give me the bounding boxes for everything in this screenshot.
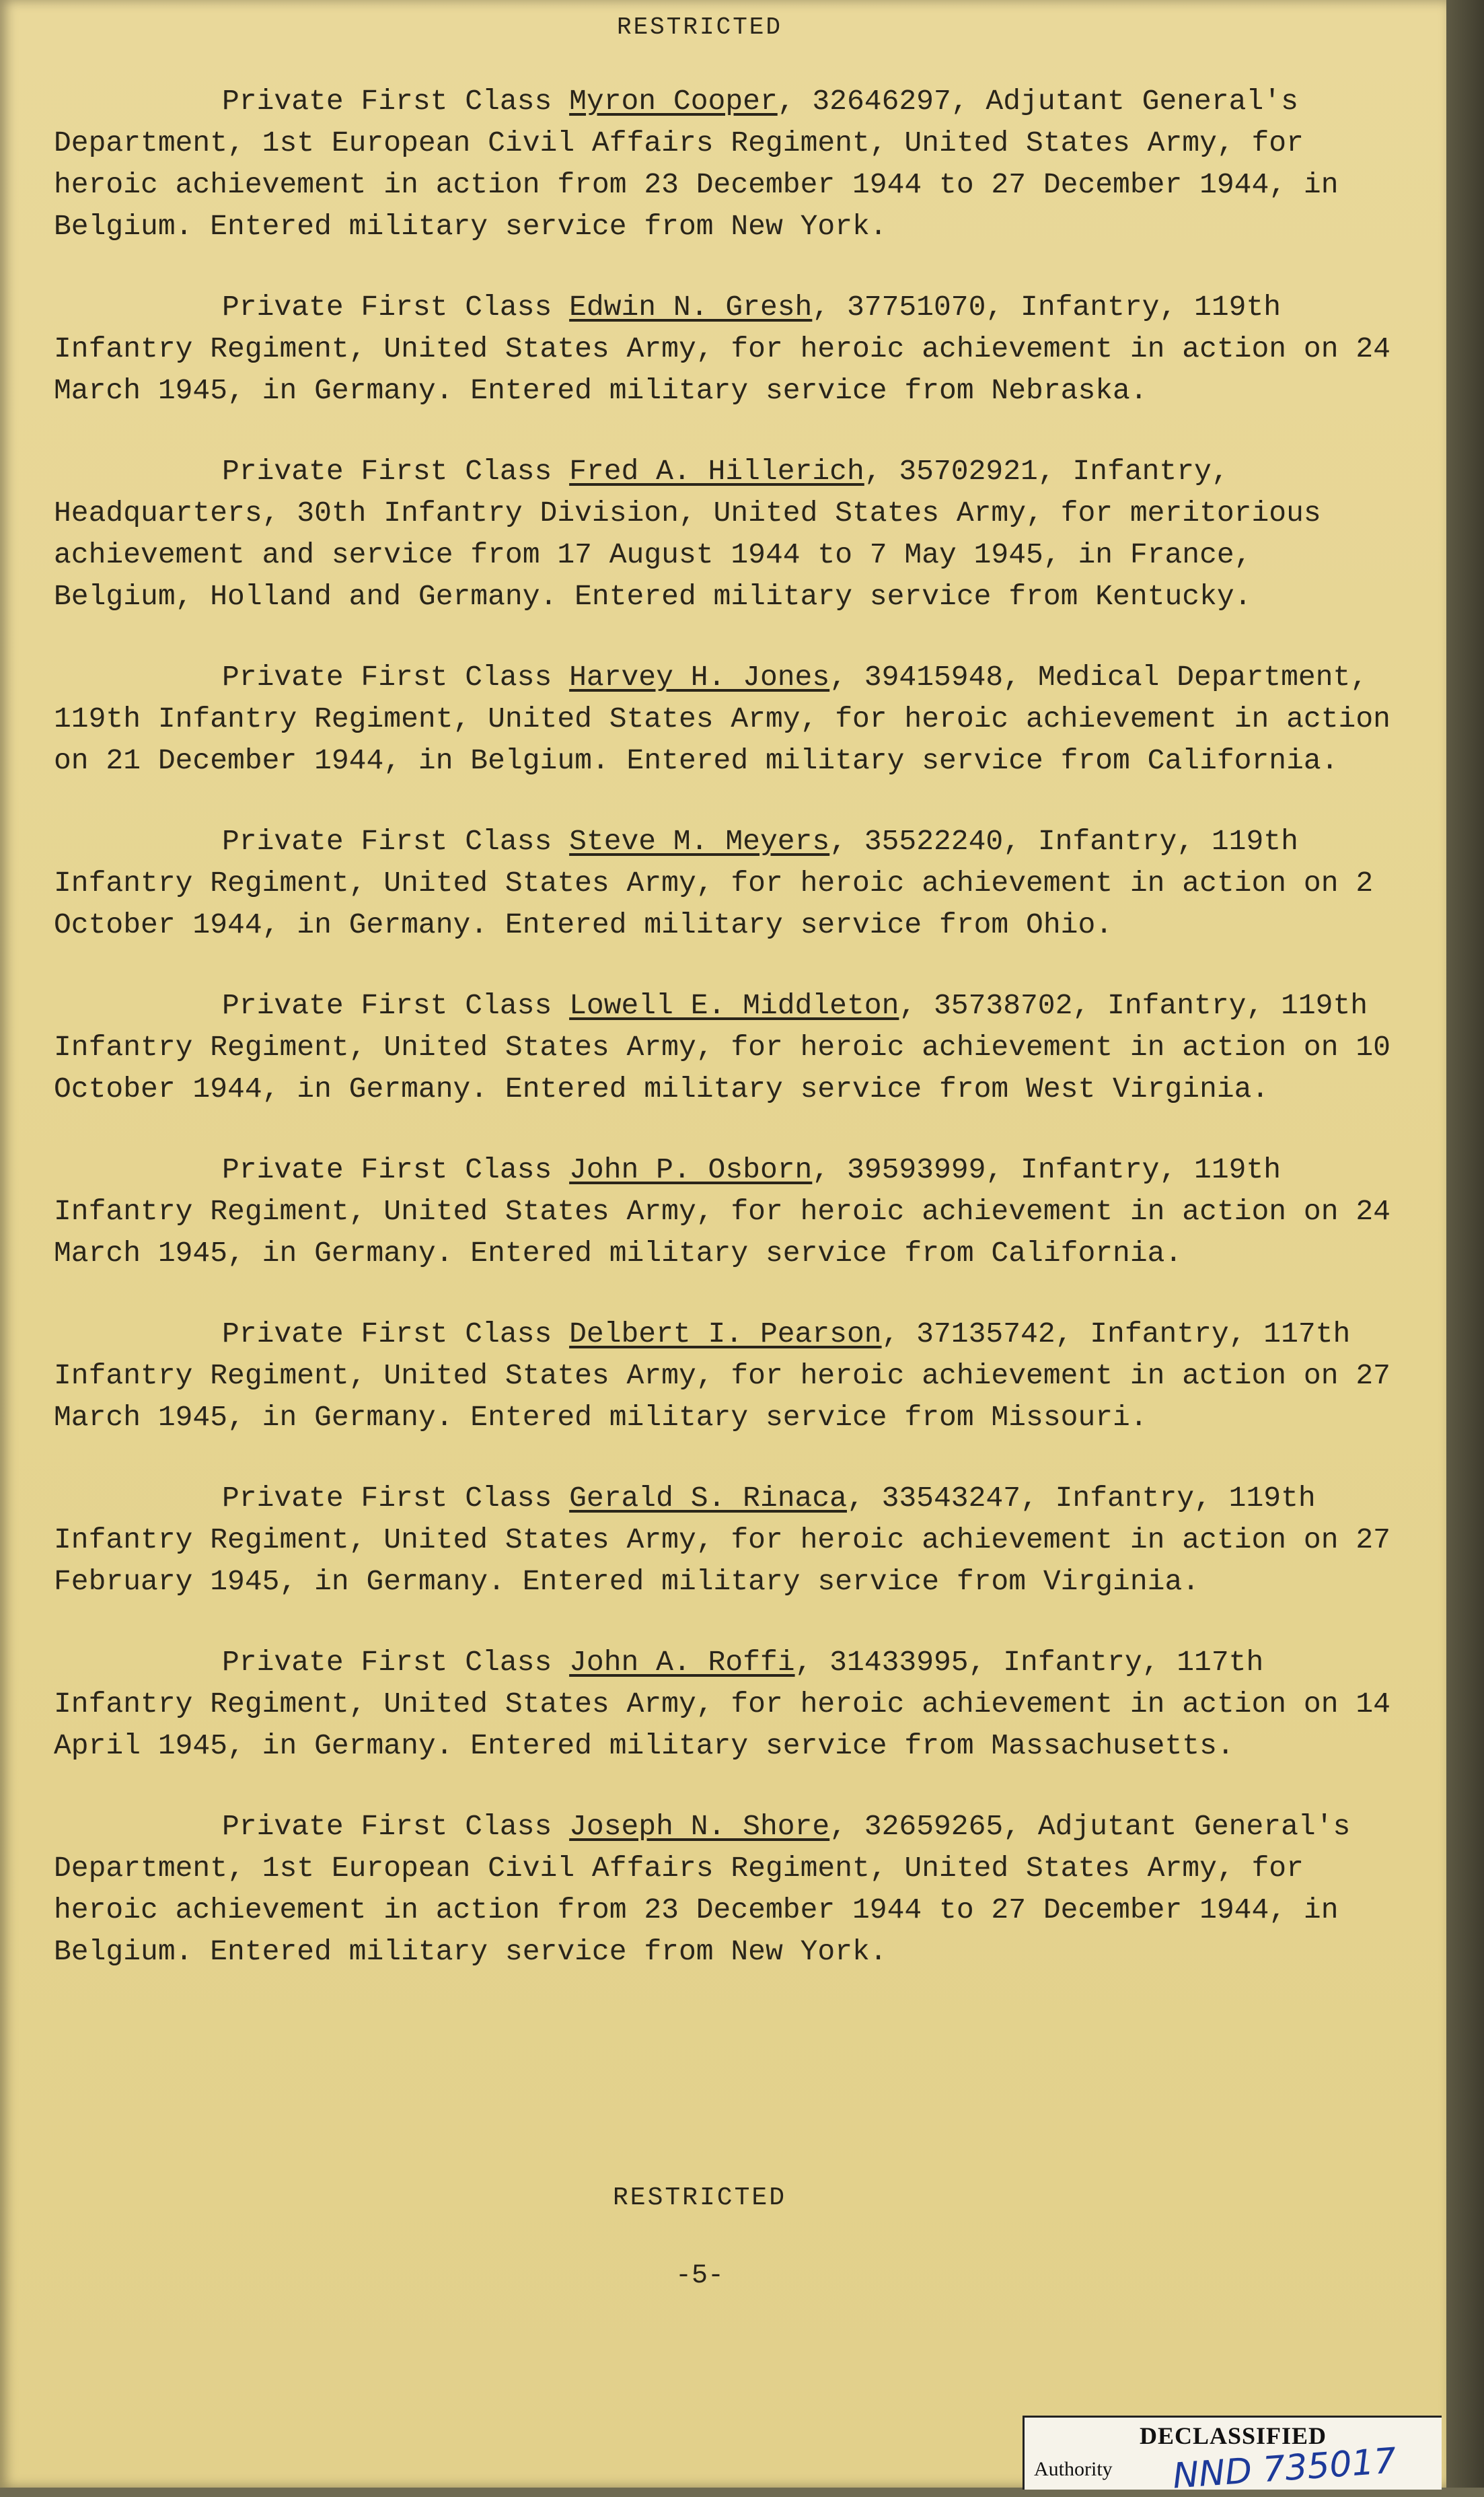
entry-text: , 35738702, Infantry, 119th Infantry Regiment, United States Army, for heroic achievement in action on 10 October 1944, in Germany. Entered military service from West Virginia. — [54, 989, 1390, 1106]
entry-rank: Private First Class — [222, 989, 552, 1022]
citation-entry — [54, 1806, 1399, 1973]
entry-name: Harvey H. Jones — [569, 661, 830, 694]
citation-entry — [54, 451, 1399, 618]
citation-entry — [54, 985, 1399, 1110]
entry-name: Joseph N. Shore — [569, 1810, 830, 1843]
entry-name: Gerald S. Rinaca — [569, 1482, 847, 1515]
citation-entry — [54, 821, 1399, 946]
footer-classification: RESTRICTED — [612, 2183, 787, 2212]
entry-text: , 32659265, Adjutant General's Department, 1st European Civil Affairs Regiment, United States Army, for heroic achievement in action from 23 December 1944 to 27 December 1944, in Belgium. Entered military service from New York. — [54, 1810, 1351, 1968]
declassified-stamp — [1023, 2416, 1442, 2497]
entry-text: , 39593999, Infantry, 119th Infantry Regiment, United States Army, for heroic achievement in action on 24 March 1945, in Germany. Entered military service from California. — [54, 1153, 1390, 1270]
citation-entry — [54, 657, 1399, 782]
entry-name: Edwin N. Gresh — [569, 291, 813, 324]
background-edge — [1446, 0, 1484, 2488]
entry-name: Fred A. Hillerich — [569, 455, 864, 488]
stamp-title: DECLASSIFIED — [1139, 2422, 1327, 2449]
page-number: -5- — [675, 2261, 724, 2291]
entry-rank: Private First Class — [222, 291, 552, 324]
citation-entry — [54, 1149, 1399, 1274]
entry-rank: Private First Class — [222, 661, 552, 694]
citation-entry — [54, 1642, 1399, 1767]
entry-name: Delbert I. Pearson — [569, 1317, 882, 1350]
citation-entry — [54, 1313, 1399, 1439]
entry-name: John P. Osborn — [569, 1153, 813, 1186]
entry-name: Lowell E. Middleton — [569, 989, 899, 1022]
stamp-authority-number: NND 735017 — [1171, 2440, 1398, 2497]
entry-text: , 32646297, Adjutant General's Department, 1st European Civil Affairs Regiment, United States Army, for heroic achievement in action from 23 December 1944 to 27 December 1944, in Belgium. Entered military service from New York. — [54, 85, 1339, 243]
entry-text: , 31433995, Infantry, 117th Infantry Regiment, United States Army, for heroic achievement in action on 14 April 1945, in Germany. Entered military service from Massachusetts. — [54, 1646, 1390, 1762]
entry-rank: Private First Class — [222, 1482, 552, 1515]
entry-text: , 35522240, Infantry, 119th Infantry Regiment, United States Army, for heroic achievement in action on 2 October 1944, in Germany. Entered military service from Ohio. — [54, 825, 1374, 941]
entry-text: , 35702921, Infantry, Headquarters, 30th Infantry Division, United States Army, for meritorious achievement and service from 17 August 1944 to 7 May 1945, in France, Belgium, Holland and Germany. Entered military service from Kentucky. — [54, 455, 1321, 613]
stamp-authority-label: Authority — [1034, 2458, 1113, 2480]
entry-text: , 33543247, Infantry, 119th Infantry Regiment, United States Army, for heroic achievement in action on 27 February 1945, in Germany. Entered military service from Virginia. — [54, 1482, 1390, 1598]
entry-name: Myron Cooper — [569, 85, 778, 118]
citation-entry — [54, 1478, 1399, 1603]
citation-entry — [54, 81, 1399, 248]
entry-rank: Private First Class — [222, 455, 552, 488]
citation-entry — [54, 287, 1399, 412]
entry-rank: Private First Class — [222, 1153, 552, 1186]
entry-name: John A. Roffi — [569, 1646, 795, 1679]
entry-text: , 39415948, Medical Department, 119th Infantry Regiment, United States Army, for heroic achievement in action on 21 December 1944, in Belgium. Entered military service from California. — [54, 661, 1390, 777]
entry-rank: Private First Class — [222, 1646, 552, 1679]
entry-rank: Private First Class — [222, 85, 552, 118]
entry-text: , 37751070, Infantry, 119th Infantry Regiment, United States Army, for heroic achievement in action on 24 March 1945, in Germany. Entered military service from Nebraska. — [54, 291, 1390, 407]
entry-rank: Private First Class — [222, 825, 552, 858]
entry-name: Steve M. Meyers — [569, 825, 830, 858]
entry-rank: Private First Class — [222, 1317, 552, 1350]
citation-list — [54, 81, 1399, 2012]
entry-text: , 37135742, Infantry, 117th Infantry Regiment, United States Army, for heroic achievement in action on 27 March 1945, in Germany. Entered military service from Missouri. — [54, 1317, 1390, 1434]
header-classification: RESTRICTED — [616, 13, 783, 41]
entry-rank: Private First Class — [222, 1810, 552, 1843]
